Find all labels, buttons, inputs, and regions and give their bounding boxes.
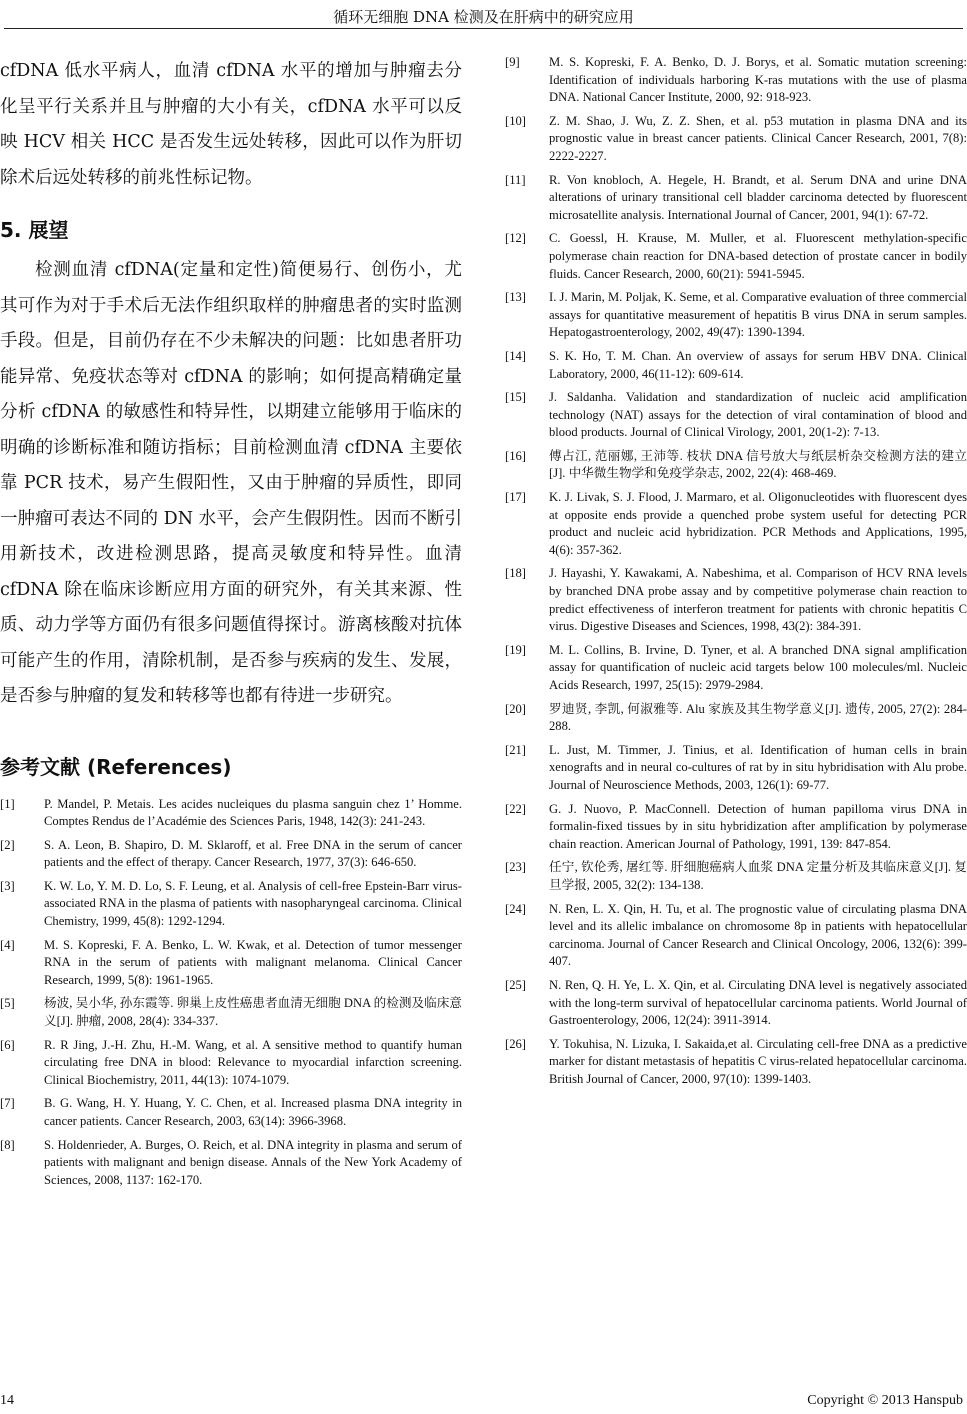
reference-text: J. Saldanha. Validation and standardization of nucleic acid amplification technology (NAT) assays for the detection of viral contamination of blood and blood products. Journal of Clinical Virology, 2001, 20(1-2): 7-13. [549, 390, 967, 440]
reference-number: [18] [505, 566, 526, 581]
header-rule [4, 28, 963, 29]
reference-text: Z. M. Shao, J. Wu, Z. Z. Shen, et al. p53 mutation in plasma DNA and its prognostic value in breast cancer patients. Clinical Cancer Research, 2001, 7(8): 2222-2227. [549, 113, 967, 163]
reference-text: 傅占江, 范丽娜, 王沛等. 枝状 DNA 信号放大与纸层析杂交检测方法的建立[J]. 中华微生物学和免疫学杂志, 2002, 22(4): 468-469. [549, 448, 967, 481]
reference-item [505, 54, 967, 107]
reference-text: S. K. Ho, T. M. Chan. An overview of assays for serum HBV DNA. Clinical Laboratory, 2000, 46(11-12): 609-614. [549, 348, 967, 381]
reference-text: Y. Tokuhisa, N. Lizuka, I. Sakaida,et al. Circulating cell-free DNA as a predictive marker for distant metastasis of hepatitis C virus-related hepatocellular carcinoma. British Journal of Cancer, 2000, 97(10): 1399-1403. [549, 1036, 967, 1086]
reference-text: R. Von knobloch, A. Hegele, H. Brandt, et al. Serum DNA and urine DNA alterations of urinary transitional cell bladder carcinoma detected by fluorescent microsatellite analysis. International Journal of Cancer, 2001, 94(1): 67-72. [549, 172, 967, 222]
reference-item [505, 901, 967, 971]
reference-number: [21] [505, 742, 526, 757]
reference-text: J. Hayashi, Y. Kawakami, A. Nabeshima, et al. Comparison of HCV RNA levels by branched DNA probe assay and by competitive polymerase chain reaction to predict effectiveness of interferon treatment for patients with chronic hepatitis C virus. Digestive Diseases and Sciences, 1998, 43(2): 384-391. [549, 566, 967, 634]
reference-text: M. S. Kopreski, F. A. Benko, D. J. Borys, et al. Somatic mutation screening: Identification of individuals harboring K-ras mutations with the use of plasma DNA. National Cancer Institute, 2000, 92: 918-923. [549, 55, 967, 105]
reference-text: N. Ren, Q. H. Ye, L. X. Qin, et al. Circulating DNA level is negatively associated with the long-term survival of hepatocellular carcinoma patients. World Journal of Gastroenterology, 2006, 12(24): 3911-3914. [549, 977, 967, 1028]
reference-item [505, 172, 967, 225]
reference-item [505, 289, 967, 342]
reference-item [0, 1095, 462, 1130]
reference-item [505, 642, 967, 695]
reference-item [505, 859, 967, 894]
reference-text: M. S. Kopreski, F. A. Benko, L. W. Kwak, et al. Detection of tumor messenger RNA in the serum of patients with malignant melanoma. Clinical Cancer Research, 1999, 5(8): 1961-1965. [44, 937, 462, 987]
reference-item [505, 742, 967, 795]
reference-item [0, 1137, 462, 1190]
reference-number: [3] [0, 878, 15, 893]
reference-item [505, 448, 967, 483]
left-column [0, 54, 462, 1195]
reference-number: [6] [0, 1037, 15, 1052]
section-body: 检测血清 cfDNA(定量和定性)简便易行、创伤小，尤其可作为对于手术后无法作组织取样的肿瘤患者的实时监测手段。但是，目前仍存在不少未解决的问题：比如患者肝功能异常、免疫状态等对 cfDNA 的影响；如何提高精确定量分析 cfDNA 的敏感性和特异性，以期建立能够用于临床的明确的诊断标准和随访指标；目前检测血清 cfDNA 主要依靠 PCR 技术，易产生假阳性，又由于肿瘤的异质性，即同一肿瘤可表达不同的 DN 水平，会产生假阴性。因而不断引用新技术，改进检测思路，提高灵敏度和特异性。血清 cfDNA 除在临床诊断应用方面的研究外，有关其来源、性质、动力学等方面仍有很多问题值得探讨。游离核酸对抗体可能产生的作用，清除机制，是否参与疾病的发生、发展，是否参与肿瘤的复发和转移等也都有待进一步研究。 [0, 260, 462, 706]
reference-item [505, 348, 967, 383]
reference-item [505, 113, 967, 166]
reference-item [505, 701, 967, 736]
reference-number: [23] [505, 860, 526, 875]
intro-paragraph: cfDNA 低水平病人，血清 cfDNA 水平的增加与肿瘤去分化呈平行关系并且与肿瘤的大小有关，cfDNA 水平可以反映 HCV 相关 HCC 是否发生远处转移，因此可以作为肝切除术后远处转移的前兆性标记物。 [0, 61, 462, 188]
reference-number: [2] [0, 837, 15, 852]
reference-number: [10] [505, 113, 526, 128]
reference-item [0, 796, 462, 831]
reference-item [505, 230, 967, 283]
copyright-notice: Copyright © 2013 Hanspub [807, 1393, 963, 1408]
page-number: 14 [0, 1393, 14, 1408]
reference-text: M. L. Collins, B. Irvine, D. Tyner, et al. A branched DNA signal amplification assay for quantification of nucleic acid targets below 100 molecules/ml. Nucleic Acids Research, 1997, 25(15): 2979-2984. [549, 642, 967, 692]
reference-number: [11] [505, 172, 526, 187]
reference-number: [9] [505, 55, 520, 69]
reference-item [505, 801, 967, 854]
reference-text: B. G. Wang, H. Y. Huang, Y. C. Chen, et al. Increased plasma DNA integrity in cancer patients. Cancer Research, 2003, 63(14): 3966-3968. [44, 1096, 462, 1128]
reference-text: N. Ren, L. X. Qin, H. Tu, et al. The prognostic value of circulating plasma DNA level and its allelic imbalance on chromosome 8p in patients with hepatocellular carcinoma. Journal of Cancer Research and Clinical Oncology, 2006, 132(6): 399-407. [549, 901, 967, 969]
reference-number: [13] [505, 290, 526, 305]
section-title: 5. 展望 [0, 218, 69, 242]
reference-number: [5] [0, 996, 15, 1011]
reference-number: [1] [0, 796, 15, 811]
reference-number: [12] [505, 231, 526, 246]
reference-text: 罗迪贤, 李凯, 何淑雅等. Alu 家族及其生物学意义[J]. 遗传, 2005, 27(2): 284-288. [549, 701, 967, 734]
reference-text: 杨波, 吴小华, 孙东霞等. 卵巢上皮性癌患者血清无细胞 DNA 的检测及临床意义[J]. 肿瘤, 2008, 28(4): 334-337. [44, 996, 462, 1029]
reference-text: P. Mandel, P. Metais. Les acides nucleiques du plasma sanguin chez 1’ Homme. Comptes Rendus de l’Académie des Sciences Paris, 1948, 142(3): 241-243. [44, 796, 462, 829]
reference-item [505, 565, 967, 635]
reference-item [0, 837, 462, 872]
reference-number: [8] [0, 1137, 15, 1152]
reference-text: I. J. Marin, M. Poljak, K. Seme, et al. Comparative evaluation of three commercial assays for quantitative measurement of hepatitis B virus DNA in serum samples. Hepatogastroenterology, 2002, 49(47): 1390-1394. [549, 290, 967, 340]
reference-text: L. Just, M. Timmer, J. Tinius, et al. Identification of human cells in brain xenografts and in neural co-cultures of rat by in situ hybridisation with Alu probe. Journal of Neuroscience Methods, 2003, 126(1): 69-77. [549, 742, 967, 792]
reference-number: [24] [505, 901, 526, 916]
reference-item [505, 1036, 967, 1089]
reference-number: [22] [505, 801, 526, 816]
reference-text: C. Goessl, H. Krause, M. Muller, et al. Fluorescent methylation-specific polymerase chain reaction for DNA-based detection of prostate cancer in bodily fluids. Cancer Research, 2000, 60(21): 5941-5945. [549, 231, 967, 281]
reference-text: R. R Jing, J.-H. Zhu, H.-M. Wang, et al. A sensitive method to quantify human circulating free DNA in blood: Relevance to myocardial infarction screening. Clinical Biochemistry, 2011, 44(13): 1074-1079. [44, 1037, 462, 1087]
reference-text: S. Holdenrieder, A. Burges, O. Reich, et al. DNA integrity in plasma and serum of patients with malignant and benign disease. Annals of the New York Academy of Sciences, 2008, 1137: 162-170. [44, 1137, 462, 1187]
reference-number: [7] [0, 1096, 15, 1111]
reference-number: [25] [505, 977, 526, 992]
reference-text: K. J. Livak, S. J. Flood, J. Marmaro, et al. Oligonucleotides with fluorescent dyes at opposite ends provide a quenched probe system useful for detecting PCR product and nucleic acid hybridization. PCR Methods and Applications, 1995, 4(6): 357-362. [549, 490, 967, 557]
reference-number: [26] [505, 1036, 526, 1051]
references-title: 参考文献 (References) [0, 754, 232, 779]
reference-number: [20] [505, 701, 526, 716]
reference-item [0, 937, 462, 990]
reference-number: [4] [0, 937, 15, 952]
reference-item [0, 1037, 462, 1090]
reference-text: S. A. Leon, B. Shapiro, D. M. Sklaroff, et al. Free DNA in the serum of cancer patients and the effect of therapy. Cancer Research, 1977, 37(3): 646-650. [44, 837, 462, 870]
reference-number: [16] [505, 448, 526, 463]
reference-text: 任宁, 钦伦秀, 屠红等. 肝细胞癌病人血浆 DNA 定量分析及其临床意义[J]. 复旦学报, 2005, 32(2): 134-138. [549, 860, 967, 892]
reference-number: [19] [505, 642, 526, 657]
reference-item [0, 878, 462, 931]
running-header: 循环无细胞 DNA 检测及在肝病中的研究应用 [333, 8, 634, 26]
reference-item [0, 995, 462, 1030]
reference-text: G. J. Nuovo, P. MacConnell. Detection of human papilloma virus DNA in formalin-fixed tissues by in situ hybridization after amplification by polymerase chain reaction. American Journal of Pathology, 1991, 139: 847-854. [549, 801, 967, 851]
reference-item [505, 389, 967, 442]
right-column [505, 54, 967, 1094]
reference-item [505, 977, 967, 1030]
reference-number: [14] [505, 348, 526, 363]
reference-number: [15] [505, 390, 526, 405]
reference-item [505, 489, 967, 559]
reference-text: K. W. Lo, Y. M. D. Lo, S. F. Leung, et al. Analysis of cell-free Epstein-Barr virus-associated RNA in the plasma of patients with nasopharyngeal carcinoma. Clinical Chemistry, 1999, 45(8): 1292-1294. [44, 878, 462, 929]
reference-number: [17] [505, 490, 526, 505]
